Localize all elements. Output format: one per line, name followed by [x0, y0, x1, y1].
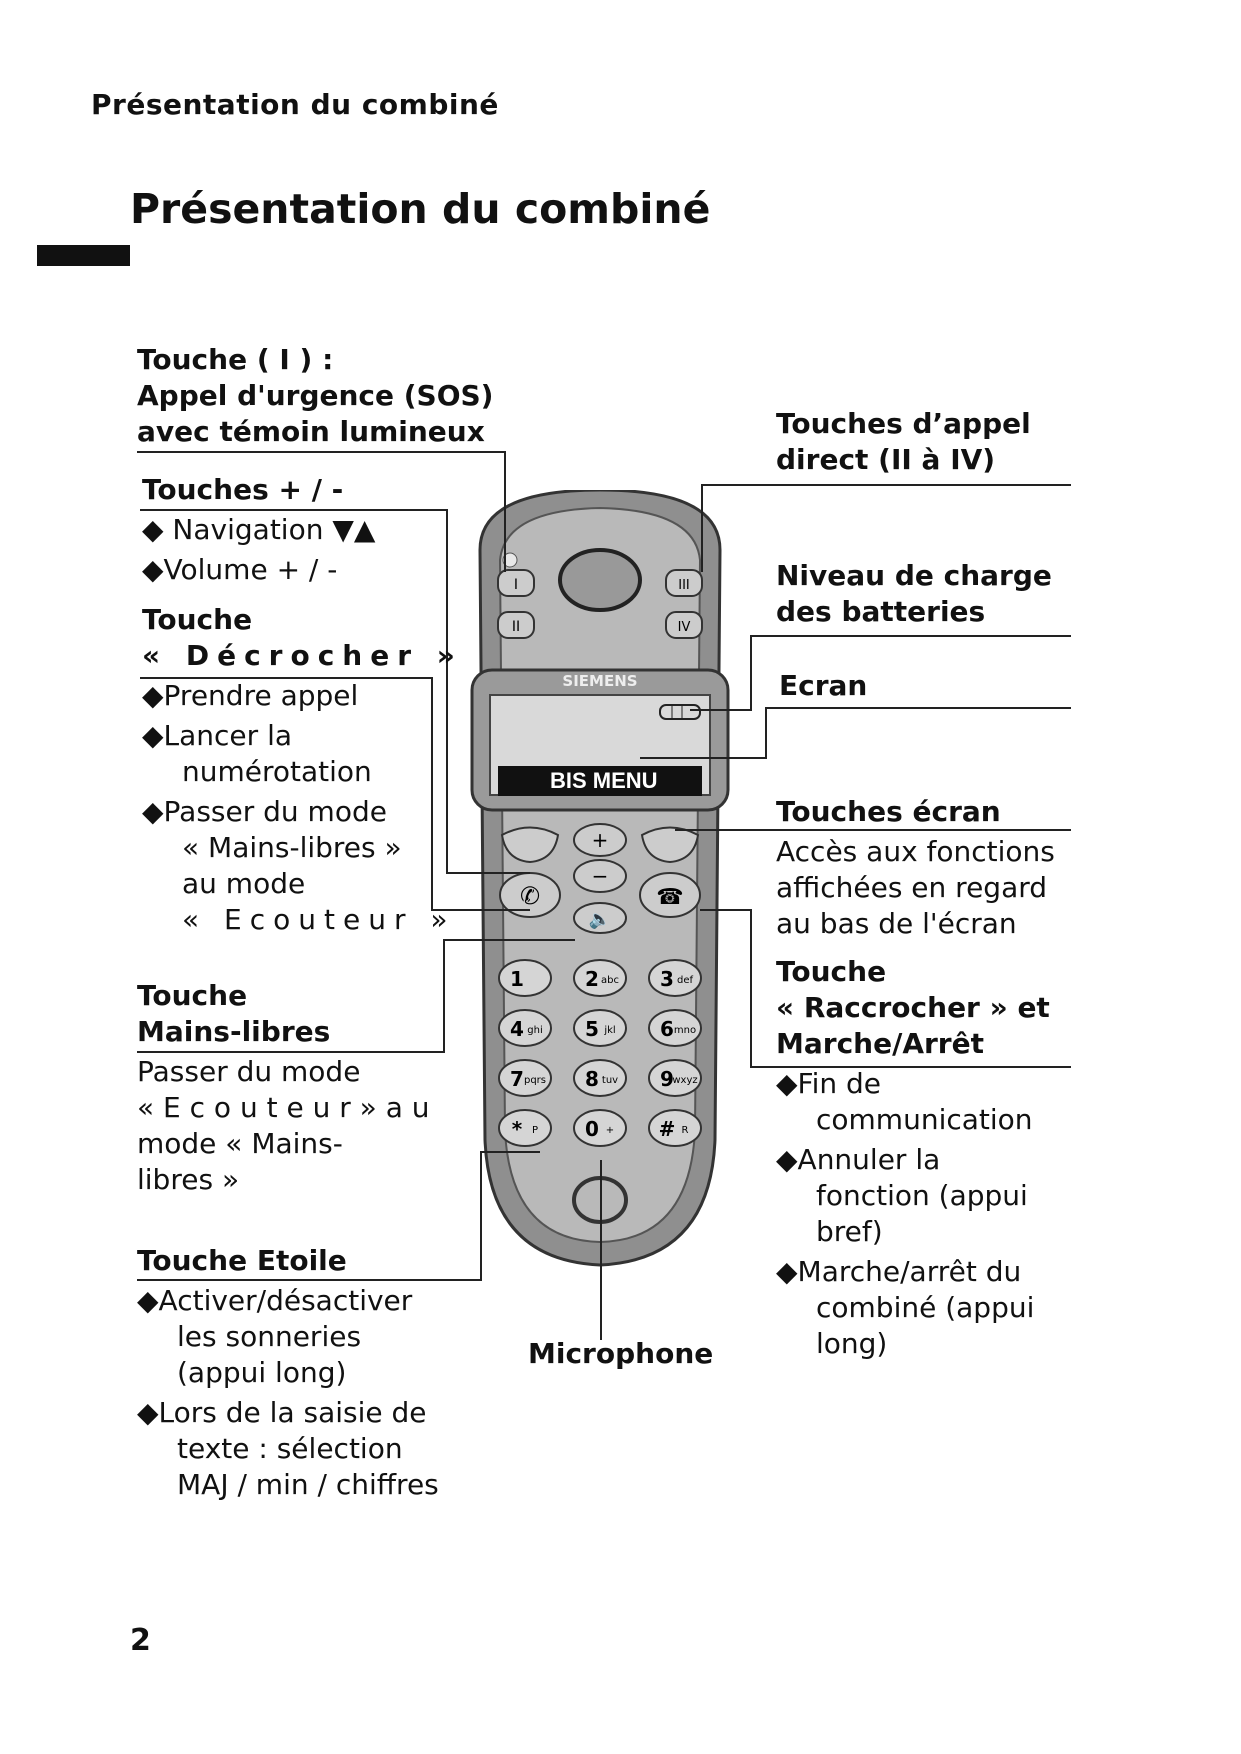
- svg-text:jkl: jkl: [604, 1025, 616, 1036]
- svg-text:R: R: [681, 1125, 689, 1136]
- svg-text:#: #: [658, 1117, 676, 1141]
- svg-text:3: 3: [660, 967, 674, 991]
- svg-text:−: −: [591, 864, 609, 888]
- offhook-label: Touche « Décrocher » ◆Prendre appel ◆Lancer la numérotation ◆Passer du mode « Mains-libres » au mode « Ecouteur »: [142, 603, 463, 936]
- svg-text:0: 0: [585, 1117, 599, 1141]
- screen-label: Ecran: [779, 669, 868, 702]
- svg-text:4: 4: [510, 1017, 524, 1041]
- svg-text:8: 8: [585, 1067, 599, 1091]
- onhook-label: Touche « Raccrocher » et Marche/Arrêt ◆Fin de communication ◆Annuler la fonction (appui bref) ◆Marche/arrêt du combiné (appui long): [776, 955, 1050, 1360]
- running-header: Présentation du combiné: [91, 88, 499, 121]
- svg-text:5: 5: [585, 1017, 599, 1041]
- svg-text:6: 6: [660, 1017, 674, 1041]
- brand-logo: SIEMENS: [562, 672, 638, 690]
- svg-text:IV: IV: [677, 620, 691, 635]
- svg-text:wxyz: wxyz: [672, 1075, 698, 1086]
- svg-text:II: II: [511, 619, 521, 635]
- page-number: 2: [130, 1623, 151, 1658]
- svg-text:7: 7: [510, 1067, 524, 1091]
- svg-text:abc: abc: [601, 975, 619, 986]
- direct-call-label: Touches d’appel direct (II à IV): [776, 407, 1031, 476]
- battery-label: Niveau de charge des batteries: [776, 559, 1052, 628]
- svg-text:9: 9: [660, 1067, 674, 1091]
- svg-text:I: I: [513, 577, 519, 593]
- svg-text:2: 2: [585, 967, 599, 991]
- svg-text:✆: ✆: [519, 882, 541, 910]
- svg-text:*: *: [511, 1117, 523, 1141]
- svg-text:ghi: ghi: [527, 1025, 543, 1036]
- handsfree-label: Touche Mains-libres Passer du mode « E c o u t e u r » a u mode « Mains- libres »: [137, 979, 430, 1196]
- svg-text:mno: mno: [673, 1025, 697, 1036]
- star-key-label: Touche Etoile ◆Activer/désactiver les sonneries (appui long) ◆Lors de la saisie de texte : sélection MAJ / min / chiffres: [137, 1244, 439, 1501]
- svg-text:tuv: tuv: [601, 1075, 619, 1086]
- plusminus-label: Touches + / - ◆ Navigation ▼▲ ◆Volume + / -: [142, 473, 376, 586]
- softkeys-label: Touches écran Accès aux fonctions affichées en regard au bas de l'écran: [776, 795, 1055, 940]
- sos-label: Touche ( I ) : Appel d'urgence (SOS) avec témoin lumineux: [137, 343, 494, 448]
- page-title: Présentation du combiné: [130, 185, 711, 233]
- svg-text:pqrs: pqrs: [523, 1075, 547, 1086]
- svg-text:def: def: [676, 975, 694, 986]
- microphone-label: Microphone: [528, 1337, 714, 1370]
- svg-text:+: +: [591, 828, 609, 852]
- svg-text:+: +: [605, 1125, 615, 1136]
- softkey-labels: BIS MENU: [550, 768, 658, 793]
- svg-text:1: 1: [510, 967, 524, 991]
- svg-text:🔈: 🔈: [588, 909, 612, 930]
- svg-text:P: P: [531, 1125, 539, 1136]
- svg-text:III: III: [678, 578, 690, 593]
- svg-text:☎: ☎: [656, 885, 684, 910]
